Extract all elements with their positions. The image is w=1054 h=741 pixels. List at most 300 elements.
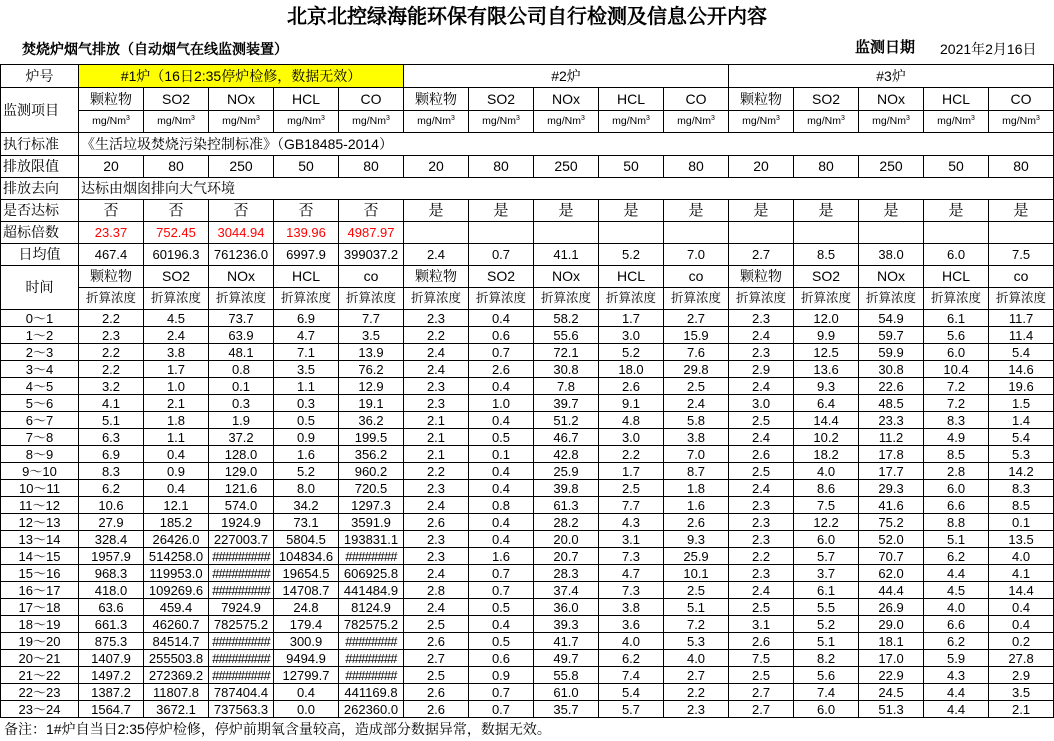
daily-average-value: 761236.0	[209, 244, 274, 266]
empty-cell	[859, 222, 924, 244]
pollutant-name-so2: SO2	[469, 88, 534, 111]
hourly-value-particulate: 2.2	[79, 344, 144, 361]
limit-value: 250	[534, 156, 599, 178]
hourly-value-nox: 25.9	[534, 463, 599, 480]
unit-cell	[989, 111, 1054, 133]
compliance-value: 否	[209, 200, 274, 222]
hourly-value-co: 15.9	[664, 327, 729, 344]
hourly-value-hcl: 3.8	[599, 599, 664, 616]
daily-average-value: 467.4	[79, 244, 144, 266]
footnote: 备注：1#炉自当日2:35停炉检修，停炉前期氧含量较高，造成部分数据异常，数据无效。	[4, 721, 551, 737]
pollutant-name-hcl: HCL	[924, 88, 989, 111]
hourly-value-particulate: 8.3	[79, 463, 144, 480]
hourly-value-co: 2.6	[664, 514, 729, 531]
hour-range: 7～8	[1, 429, 79, 446]
pollutant-name-nox: NOx	[534, 88, 599, 111]
hourly-value-hcl: 7.4	[599, 667, 664, 684]
unit-superscript: 3	[710, 115, 715, 122]
hourly-value-so2: 13.6	[794, 361, 859, 378]
hourly-value-particulate: 3.0	[729, 395, 794, 412]
hourly-value-particulate: 2.3	[729, 531, 794, 548]
hourly-header-row	[1, 266, 1054, 288]
limit-value: 50	[599, 156, 664, 178]
hourly-value-co: ########	[339, 667, 404, 684]
section-subtitle: 焚烧炉烟气排放（自动烟气在线监测装置）	[22, 41, 288, 57]
hourly-value-hcl: 24.8	[274, 599, 339, 616]
hourly-value-nox: 7.8	[534, 378, 599, 395]
hourly-value-co: 13.5	[989, 531, 1054, 548]
hourly-value-particulate: 2.5	[404, 667, 469, 684]
destination-text: 达标由烟囱排向大气环境	[79, 178, 1054, 200]
hourly-value-so2: 0.7	[469, 344, 534, 361]
limit-value: 80	[339, 156, 404, 178]
hourly-value-hcl: 6.2	[924, 548, 989, 565]
daily-average-value: 6997.9	[274, 244, 339, 266]
hourly-value-nox: 73.7	[209, 310, 274, 327]
hourly-value-co: 8.5	[989, 497, 1054, 514]
hourly-value-hcl: 18.0	[599, 361, 664, 378]
unit-cell	[534, 111, 599, 133]
hourly-row	[1, 531, 1054, 548]
hourly-value-co: 8.7	[664, 463, 729, 480]
hourly-value-so2: 0.4	[469, 514, 534, 531]
hourly-value-so2: 5.1	[794, 633, 859, 650]
unit-base: mg/Nm	[482, 115, 516, 127]
hourly-value-so2: 1.8	[144, 412, 209, 429]
hourly-value-nox: 51.3	[859, 701, 924, 718]
hourly-value-co: 2.5	[664, 582, 729, 599]
hourly-value-nox: 62.0	[859, 565, 924, 582]
hourly-value-nox: 227003.7	[209, 531, 274, 548]
hourly-value-co: 2.7	[664, 310, 729, 327]
hourly-value-particulate: 2.6	[404, 701, 469, 718]
hourly-value-nox: 37.4	[534, 582, 599, 599]
limit-row	[1, 156, 1054, 178]
hourly-value-nox: 20.0	[534, 531, 599, 548]
hourly-value-hcl: 9.1	[599, 395, 664, 412]
hourly-value-nox: #########	[209, 633, 274, 650]
hourly-value-nox: 1.9	[209, 412, 274, 429]
hourly-value-nox: 46.7	[534, 429, 599, 446]
unit-superscript: 3	[971, 115, 975, 122]
hourly-value-so2: 1.6	[469, 548, 534, 565]
hourly-value-nox: 54.9	[859, 310, 924, 327]
hour-range: 16～17	[1, 582, 79, 599]
hourly-value-co: 1.6	[664, 497, 729, 514]
unit-superscript: 3	[841, 115, 845, 122]
emission-table-body	[1, 65, 1054, 718]
hourly-value-particulate: 968.3	[79, 565, 144, 582]
hourly-value-particulate: 2.6	[729, 633, 794, 650]
hourly-value-hcl: 8.3	[924, 412, 989, 429]
hourly-row	[1, 344, 1054, 361]
hourly-value-particulate: 2.5	[404, 616, 469, 633]
daily-average-value: 6.0	[924, 244, 989, 266]
hour-range: 22～23	[1, 684, 79, 701]
hourly-value-particulate: 2.5	[729, 599, 794, 616]
unit-base: mg/Nm	[92, 115, 126, 127]
hourly-value-so2: 0.4	[144, 446, 209, 463]
hourly-value-so2: 0.4	[469, 531, 534, 548]
hourly-value-nox: 41.7	[534, 633, 599, 650]
hourly-value-hcl: 34.2	[274, 497, 339, 514]
unit-cell	[209, 111, 274, 133]
hourly-value-co: 606925.8	[339, 565, 404, 582]
unit-cell	[599, 111, 664, 133]
furnace-header-3: #3炉	[729, 65, 1054, 88]
daily-average-value: 2.7	[729, 244, 794, 266]
hourly-value-particulate: 2.3	[729, 565, 794, 582]
hourly-value-so2: 6.1	[794, 582, 859, 599]
converted-concentration-label: 折算浓度	[274, 288, 339, 310]
empty-cell	[729, 222, 794, 244]
hourly-value-so2: 3672.1	[144, 701, 209, 718]
hourly-value-hcl: 8.0	[274, 480, 339, 497]
hourly-value-co: 5.8	[664, 412, 729, 429]
hourly-pollutant-name-co: co	[989, 266, 1054, 288]
hourly-value-hcl: 8.8	[924, 514, 989, 531]
hourly-value-co: 29.8	[664, 361, 729, 378]
hourly-value-particulate: 2.6	[404, 684, 469, 701]
hour-range: 15～16	[1, 565, 79, 582]
hourly-value-particulate: 2.3	[729, 310, 794, 327]
unit-superscript: 3	[580, 115, 585, 122]
hourly-value-nox: 574.0	[209, 497, 274, 514]
hourly-row	[1, 327, 1054, 344]
hourly-value-co: 11.7	[989, 310, 1054, 327]
hourly-value-nox: 36.0	[534, 599, 599, 616]
hourly-value-particulate: 1957.9	[79, 548, 144, 565]
hourly-value-so2: 8.6	[794, 480, 859, 497]
hourly-value-co: 5.1	[664, 599, 729, 616]
hourly-value-so2: 12.5	[794, 344, 859, 361]
hourly-value-co: 5.3	[989, 446, 1054, 463]
hourly-value-particulate: 1407.9	[79, 650, 144, 667]
converted-concentration-label: 折算浓度	[534, 288, 599, 310]
hourly-value-so2: 0.4	[469, 412, 534, 429]
compliance-value: 是	[924, 200, 989, 222]
hourly-value-nox: 52.0	[859, 531, 924, 548]
hourly-value-nox: 23.3	[859, 412, 924, 429]
hourly-value-hcl: 0.5	[274, 412, 339, 429]
hourly-value-so2: 11807.8	[144, 684, 209, 701]
hourly-value-particulate: 2.3	[729, 344, 794, 361]
converted-header-row	[1, 288, 1054, 310]
hourly-row	[1, 446, 1054, 463]
hour-range: 11～12	[1, 497, 79, 514]
hourly-value-hcl: 0.3	[274, 395, 339, 412]
hour-range: 3～4	[1, 361, 79, 378]
hourly-value-so2: 0.5	[469, 599, 534, 616]
hourly-value-nox: 48.5	[859, 395, 924, 412]
pollutant-name-hcl: HCL	[274, 88, 339, 111]
hourly-value-so2: 459.4	[144, 599, 209, 616]
hourly-value-so2: 6.0	[794, 531, 859, 548]
unit-base: mg/Nm	[352, 115, 386, 127]
converted-concentration-label: 折算浓度	[469, 288, 534, 310]
exceedance-row	[1, 222, 1054, 244]
unit-cell	[404, 111, 469, 133]
hourly-row	[1, 429, 1054, 446]
hourly-value-co: 8124.9	[339, 599, 404, 616]
hourly-value-nox: #########	[209, 548, 274, 565]
hourly-value-hcl: 2.2	[599, 446, 664, 463]
unit-cell	[729, 111, 794, 133]
hourly-value-particulate: 2.1	[404, 412, 469, 429]
hourly-value-particulate: 2.2	[404, 463, 469, 480]
empty-cell	[989, 222, 1054, 244]
limit-value: 80	[989, 156, 1054, 178]
empty-cell	[924, 222, 989, 244]
compliance-value: 是	[534, 200, 599, 222]
hour-range: 4～5	[1, 378, 79, 395]
exceedance-value: 752.45	[144, 222, 209, 244]
hour-range: 9～10	[1, 463, 79, 480]
compliance-value: 否	[274, 200, 339, 222]
destination-row	[1, 178, 1054, 200]
hourly-value-nox: 75.2	[859, 514, 924, 531]
hourly-value-so2: 2.1	[144, 395, 209, 412]
hourly-value-particulate: 875.3	[79, 633, 144, 650]
unit-cell	[274, 111, 339, 133]
hourly-value-hcl: 7.3	[599, 548, 664, 565]
hourly-value-hcl: 5.6	[924, 327, 989, 344]
hourly-value-so2: 14.4	[794, 412, 859, 429]
hourly-value-so2: 5.7	[794, 548, 859, 565]
hourly-row	[1, 412, 1054, 429]
hourly-value-so2: 84514.7	[144, 633, 209, 650]
items-label: 监测项目	[1, 88, 79, 133]
hourly-value-so2: 255503.8	[144, 650, 209, 667]
hourly-value-hcl: 7.3	[599, 582, 664, 599]
hourly-value-so2: 12.2	[794, 514, 859, 531]
hourly-value-co: 3.8	[664, 429, 729, 446]
hourly-value-particulate: 2.4	[729, 582, 794, 599]
hourly-value-hcl: 10.4	[924, 361, 989, 378]
hourly-value-particulate: 2.4	[729, 378, 794, 395]
hourly-value-hcl: 4.8	[599, 412, 664, 429]
limit-value: 250	[209, 156, 274, 178]
compliance-value: 是	[859, 200, 924, 222]
time-label: 时间	[1, 266, 79, 310]
hourly-value-co: 9.3	[664, 531, 729, 548]
unit-cell	[859, 111, 924, 133]
hourly-value-so2: 0.8	[469, 497, 534, 514]
unit-cell	[794, 111, 859, 133]
daily-average-value: 38.0	[859, 244, 924, 266]
hourly-value-nox: 20.7	[534, 548, 599, 565]
hourly-value-particulate: 6.2	[79, 480, 144, 497]
hourly-value-nox: 59.7	[859, 327, 924, 344]
hourly-value-co: 36.2	[339, 412, 404, 429]
hourly-value-particulate: 2.1	[404, 446, 469, 463]
furnace-header-2: #2炉	[404, 65, 729, 88]
furnace-row	[1, 65, 1054, 88]
hourly-value-nox: 22.9	[859, 667, 924, 684]
hourly-value-hcl: 7.1	[274, 344, 339, 361]
hourly-value-co: 2.5	[664, 378, 729, 395]
unit-superscript: 3	[645, 115, 650, 122]
unit-superscript: 3	[776, 115, 780, 122]
hourly-row	[1, 582, 1054, 599]
hourly-value-particulate: 6.3	[79, 429, 144, 446]
hourly-value-nox: 49.7	[534, 650, 599, 667]
unit-base: mg/Nm	[937, 115, 971, 127]
daily-average-value: 7.0	[664, 244, 729, 266]
hourly-pollutant-name-particulate: 颗粒物	[404, 266, 469, 288]
hourly-value-co: 3.5	[989, 684, 1054, 701]
hourly-value-co: 2.1	[989, 701, 1054, 718]
hourly-value-particulate: 27.9	[79, 514, 144, 531]
hourly-value-so2: 0.4	[469, 378, 534, 395]
hourly-value-nox: 29.3	[859, 480, 924, 497]
hourly-row	[1, 548, 1054, 565]
hour-range: 5～6	[1, 395, 79, 412]
hourly-value-hcl: 14708.7	[274, 582, 339, 599]
hourly-value-nox: 39.3	[534, 616, 599, 633]
hourly-value-particulate: 2.9	[729, 361, 794, 378]
hourly-value-so2: 0.6	[469, 327, 534, 344]
hourly-row	[1, 310, 1054, 327]
hourly-value-hcl: 5.2	[599, 344, 664, 361]
hourly-value-hcl: 5.2	[274, 463, 339, 480]
hourly-value-nox: 128.0	[209, 446, 274, 463]
hourly-value-nox: 7924.9	[209, 599, 274, 616]
hourly-value-hcl: 1.7	[599, 463, 664, 480]
hourly-value-co: 19.6	[989, 378, 1054, 395]
hourly-value-so2: 0.6	[469, 650, 534, 667]
hourly-value-particulate: 2.3	[404, 531, 469, 548]
hourly-value-co: 7.7	[339, 310, 404, 327]
pollutant-name-co: CO	[664, 88, 729, 111]
hourly-row	[1, 480, 1054, 497]
exceedance-value: 3044.94	[209, 222, 274, 244]
hourly-value-co: 3591.9	[339, 514, 404, 531]
hourly-pollutant-name-co: co	[339, 266, 404, 288]
hourly-row	[1, 378, 1054, 395]
hourly-value-so2: 12.0	[794, 310, 859, 327]
hourly-value-nox: 121.6	[209, 480, 274, 497]
compliance-value: 是	[794, 200, 859, 222]
hourly-value-co: 12.9	[339, 378, 404, 395]
hourly-value-co: 7.2	[664, 616, 729, 633]
hourly-value-so2: 4.0	[794, 463, 859, 480]
hourly-value-so2: 0.4	[469, 616, 534, 633]
compliance-value: 是	[469, 200, 534, 222]
hourly-value-nox: 29.0	[859, 616, 924, 633]
unit-superscript: 3	[515, 115, 520, 122]
hour-range: 18～19	[1, 616, 79, 633]
hourly-value-so2: 0.4	[469, 480, 534, 497]
hourly-value-nox: 39.7	[534, 395, 599, 412]
hourly-value-particulate: 2.8	[404, 582, 469, 599]
hourly-value-co: 7.6	[664, 344, 729, 361]
hourly-value-hcl: 2.5	[599, 480, 664, 497]
unit-base: mg/Nm	[222, 115, 256, 127]
hourly-value-so2: 12.1	[144, 497, 209, 514]
pollutant-name-co: CO	[339, 88, 404, 111]
hourly-value-particulate: 328.4	[79, 531, 144, 548]
pollutant-name-nox: NOx	[859, 88, 924, 111]
limit-value: 50	[924, 156, 989, 178]
hourly-row	[1, 463, 1054, 480]
hourly-value-so2: 0.7	[469, 582, 534, 599]
hourly-pollutant-name-hcl: HCL	[924, 266, 989, 288]
daily-average-value: 0.7	[469, 244, 534, 266]
converted-concentration-label: 折算浓度	[989, 288, 1054, 310]
hourly-value-particulate: 2.3	[404, 378, 469, 395]
unit-base: mg/Nm	[742, 115, 776, 127]
unit-base: mg/Nm	[287, 115, 321, 127]
hourly-value-particulate: 2.3	[404, 395, 469, 412]
hourly-value-co: 441484.9	[339, 582, 404, 599]
empty-cell	[794, 222, 859, 244]
unit-cell	[924, 111, 989, 133]
hourly-value-nox: 787404.4	[209, 684, 274, 701]
hourly-value-so2: 1.7	[144, 361, 209, 378]
hourly-value-co: 4.0	[664, 650, 729, 667]
hourly-value-nox: 61.3	[534, 497, 599, 514]
hourly-value-hcl: 7.2	[924, 395, 989, 412]
hourly-value-co: 14.4	[989, 582, 1054, 599]
unit-cell	[339, 111, 404, 133]
hourly-value-particulate: 2.2	[404, 327, 469, 344]
hourly-value-so2: 9.9	[794, 327, 859, 344]
hourly-row	[1, 514, 1054, 531]
hourly-value-so2: 10.2	[794, 429, 859, 446]
hour-range: 1～2	[1, 327, 79, 344]
hourly-value-particulate: 2.3	[404, 310, 469, 327]
unit-superscript: 3	[906, 115, 910, 122]
hourly-row	[1, 565, 1054, 582]
hourly-value-particulate: 2.4	[404, 497, 469, 514]
pollutant-name-particulate: 颗粒物	[729, 88, 794, 111]
hourly-value-co: 2.4	[664, 395, 729, 412]
hourly-value-hcl: 4.7	[599, 565, 664, 582]
unit-superscript: 3	[450, 115, 455, 122]
hourly-value-hcl: 73.1	[274, 514, 339, 531]
daily-average-value: 7.5	[989, 244, 1054, 266]
hourly-value-hcl: 19654.5	[274, 565, 339, 582]
unit-base: mg/Nm	[807, 115, 841, 127]
hourly-value-particulate: 1387.2	[79, 684, 144, 701]
hourly-value-nox: 24.5	[859, 684, 924, 701]
hourly-row	[1, 684, 1054, 701]
limit-value: 20	[404, 156, 469, 178]
compliance-value: 是	[404, 200, 469, 222]
hourly-value-co: ########	[339, 650, 404, 667]
hourly-value-hcl: 6.6	[924, 497, 989, 514]
hourly-value-co: 193831.1	[339, 531, 404, 548]
limit-value: 80	[144, 156, 209, 178]
daily-average-value: 41.1	[534, 244, 599, 266]
hourly-value-so2: 46260.7	[144, 616, 209, 633]
compliance-row	[1, 200, 1054, 222]
hourly-value-nox: 1924.9	[209, 514, 274, 531]
empty-cell	[469, 222, 534, 244]
hourly-value-hcl: 4.5	[924, 582, 989, 599]
hourly-value-co: 1.8	[664, 480, 729, 497]
compliance-value: 是	[664, 200, 729, 222]
hourly-value-particulate: 2.7	[729, 701, 794, 718]
hourly-value-hcl: 4.0	[599, 633, 664, 650]
hourly-value-nox: 17.7	[859, 463, 924, 480]
unit-cell	[79, 111, 144, 133]
hourly-value-hcl: 1.1	[274, 378, 339, 395]
hourly-value-particulate: 2.5	[729, 463, 794, 480]
unit-superscript: 3	[125, 115, 130, 122]
converted-concentration-label: 折算浓度	[144, 288, 209, 310]
